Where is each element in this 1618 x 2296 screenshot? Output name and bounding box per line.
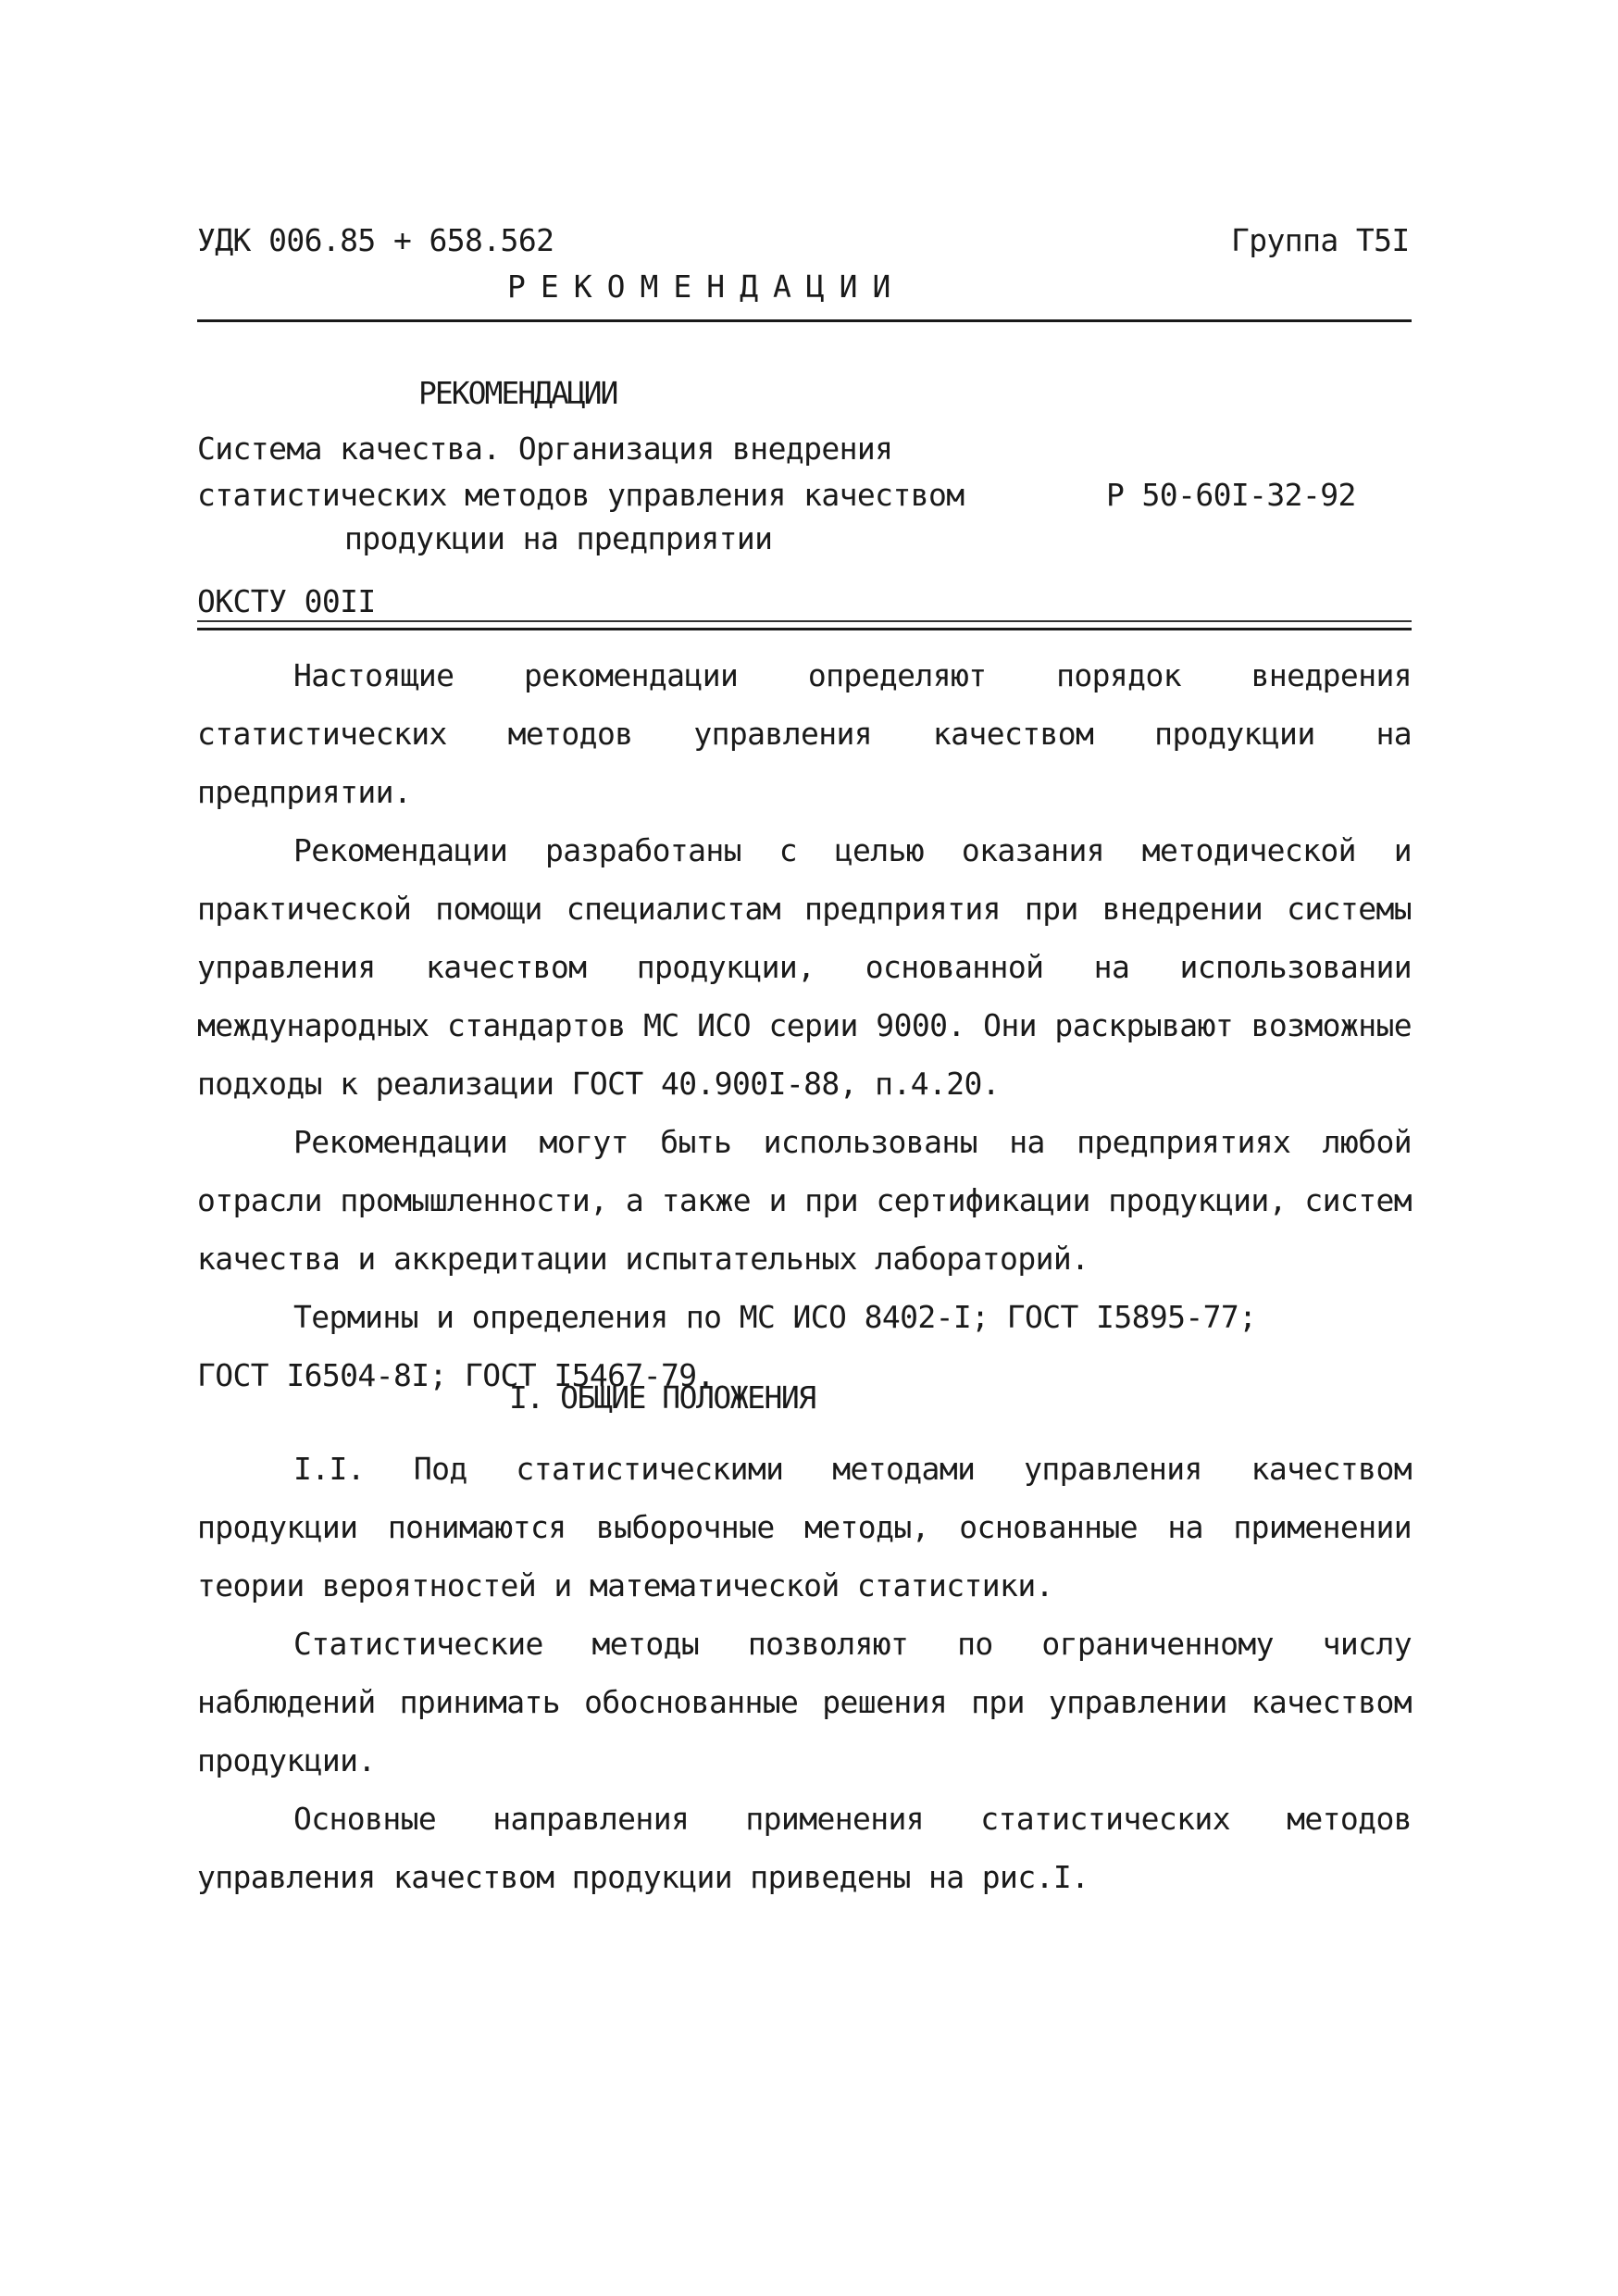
intro-paragraph-2: Рекомендации разработаны с целью оказания методической и практической помощи специалистам предприятия при внедрении системы управления качеством продукции, основанной на использовании международных стандартов МС ИСО серии 9000. Они раскрывают возможные подходы к реализации ГОСТ 40.900I-88, п.4.20. (197, 832, 1412, 1102)
section-paragraph-2: Статистические методы позволяют по ограниченному числу наблюдений принимать обоснованные решения при управлении качеством продукции. (197, 1626, 1412, 1778)
section-1-body (197, 1440, 1412, 1906)
oksty-code: ОКСТУ 00II (197, 583, 376, 619)
title-rule-bottom (197, 628, 1412, 630)
intro-paragraph-1: Настоящие рекомендации определяют порядок внедрения статистических методов управления качеством продукции на предприятии. (197, 657, 1412, 810)
title-line-3: продукции на предприятии (344, 520, 773, 556)
title-rule-top (197, 620, 1412, 622)
doc-kind-title: РЕКОМЕНДАЦИИ (418, 375, 617, 411)
header-rule (197, 319, 1412, 322)
intro-paragraph-3: Рекомендации могут быть использованы на предприятиях любой отрасли промышленности, а также и при сертификации продукции, систем качества и аккредитации испытательных лабораторий. (197, 1124, 1412, 1277)
document-designation: Р 50-60I-32-92 (1106, 477, 1356, 513)
udc-code: УДК 006.85 + 658.562 (197, 222, 554, 258)
title-line-2: статистических методов управления качеством (197, 477, 965, 513)
intro-paragraph-4: Термины и определения по МС ИСО 8402-I; ГОСТ I5895-77; (293, 1299, 1257, 1335)
intro-paragraph-5: ГОСТ I6504-8I; ГОСТ I5467-79. (197, 1357, 715, 1393)
title-line-1: Система качества. Организация внедрения (197, 430, 893, 467)
section-heading: I. ОБЩИЕ ПОЛОЖЕНИЯ (509, 1379, 815, 1416)
intro-block (197, 646, 1412, 1404)
section-paragraph-1: I.I. Под статистическими методами управления качеством продукции понимаются выборочные методы, основанные на применении теории вероятностей и математической статистики. (197, 1451, 1412, 1603)
section-paragraph-3: Основные направления применения статистических методов управления качеством продукции приведены на рис.I. (197, 1801, 1412, 1895)
doc-kind-header: РЕКОМЕНДАЦИИ (507, 268, 906, 305)
group-code: Группа Т5I (1231, 222, 1410, 258)
